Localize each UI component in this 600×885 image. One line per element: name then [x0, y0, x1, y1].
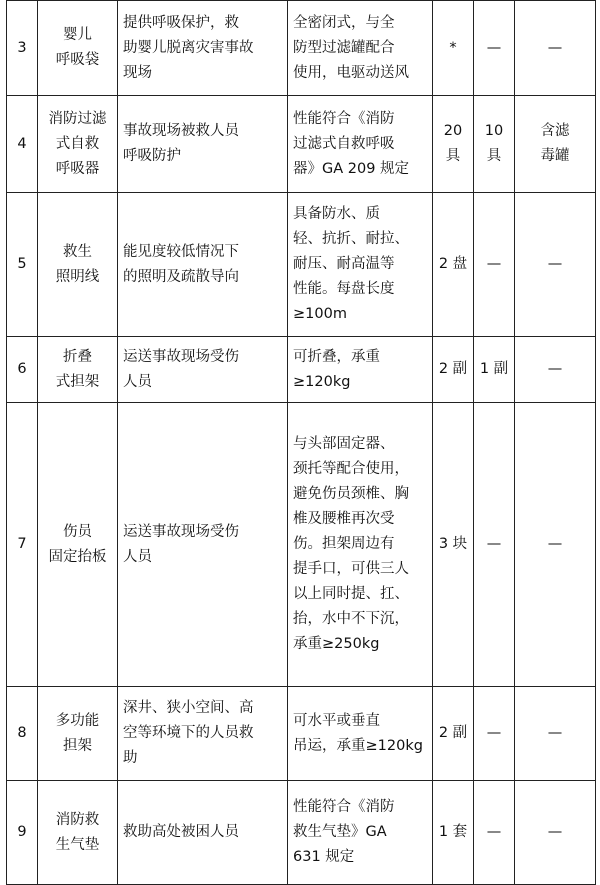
equipment-name-cell: [38, 337, 118, 403]
remark-cell: [515, 781, 596, 885]
performance-cell-line: 使用，电驱动送风: [293, 64, 409, 81]
remark-cell: [515, 337, 596, 403]
usage-cell: [118, 337, 288, 403]
usage-cell-line: 深井、狭小空间、高: [123, 700, 254, 716]
remark-cell: [515, 193, 596, 337]
table-body: [7, 1, 596, 885]
performance-cell-line: 抬，水中不下沉，: [293, 611, 409, 627]
equipment-name-cell: [38, 193, 118, 337]
usage-cell-line: 呼吸防护: [123, 148, 181, 164]
usage-cell-line: 运送事故现场受伤: [123, 348, 239, 365]
performance-cell-line: 救生气垫》GA: [293, 824, 387, 840]
row-number-cell: 7: [7, 403, 38, 687]
row-number-cell: 8: [7, 687, 38, 781]
usage-cell: [118, 96, 288, 193]
performance-cell-line: 以上同时提、扛、: [293, 586, 409, 602]
equipment-name-cell-line: 折叠: [63, 348, 92, 365]
equipment-name-cell-line: 消防过滤: [48, 110, 107, 127]
reserve-cell: —: [474, 403, 515, 687]
usage-cell-line: 人员: [123, 373, 152, 390]
equipment-name-cell-line: 照明线: [55, 268, 100, 285]
usage-cell: [118, 781, 288, 885]
remark-cell-line: —: [547, 536, 563, 552]
usage-cell-line: 空等环境下的人员救: [123, 725, 254, 741]
remark-cell-line: 毒罐: [540, 148, 570, 164]
quantity-cell: 3 块: [433, 403, 474, 687]
equipment-name-cell: [38, 403, 118, 687]
performance-cell-line: 提手口，可供三人: [293, 561, 409, 577]
equipment-name-cell: [38, 1, 118, 96]
reserve-cell: —: [474, 193, 515, 337]
equipment-name-cell-line: 式自救: [55, 135, 100, 152]
quantity-cell: 2 盘: [433, 193, 474, 337]
performance-cell-line: 伤。担架周边有: [293, 536, 395, 552]
remark-cell-line: —: [547, 361, 563, 377]
performance-cell-line: 性能符合《消防: [293, 110, 395, 127]
usage-cell-line: 事故现场被救人员: [123, 123, 239, 139]
performance-cell: [288, 337, 433, 403]
equipment-name-cell-line: 呼吸器: [55, 160, 100, 177]
equipment-name-cell: [38, 781, 118, 885]
usage-cell-line: 提供呼吸保护，救: [123, 14, 239, 31]
performance-cell: [288, 1, 433, 96]
remark-cell-line: —: [547, 256, 563, 272]
performance-cell-line: 性能符合《消防: [293, 799, 395, 815]
usage-cell: [118, 403, 288, 687]
usage-cell-line: 能见度较低情况下: [123, 243, 239, 260]
usage-cell: [118, 193, 288, 337]
row-number-cell: 5: [7, 193, 38, 337]
equipment-name-cell-line: 式担架: [55, 373, 100, 390]
usage-cell-line: 的照明及疏散导向: [123, 268, 239, 285]
quantity-cell: 1 套: [433, 781, 474, 885]
row-number-cell: 3: [7, 1, 38, 96]
reserve-cell: —: [474, 1, 515, 96]
quantity-cell: *: [433, 1, 474, 96]
equipment-name-cell-line: 伤员: [63, 523, 92, 540]
table-row: [7, 403, 596, 687]
performance-cell-line: 椎及腰椎再次受: [293, 511, 395, 527]
performance-cell-line: 器》GA 209 规定: [293, 160, 410, 177]
performance-cell: [288, 96, 433, 193]
performance-cell-line: 颈托等配合使用，: [293, 461, 409, 477]
remark-cell-line: —: [547, 824, 563, 840]
performance-cell-line: 性能。每盘长度: [293, 281, 395, 297]
performance-cell-line: ≥100m: [293, 306, 347, 322]
reserve-cell: 10 具: [474, 96, 515, 193]
performance-cell-line: 631 规定: [293, 849, 355, 865]
table-row: [7, 337, 596, 403]
row-number-cell: 6: [7, 337, 38, 403]
performance-cell: [288, 781, 433, 885]
usage-cell-line: 救助高处被困人员: [123, 824, 239, 840]
table-row: [7, 781, 596, 885]
table-row: [7, 687, 596, 781]
table-row: [7, 96, 596, 193]
usage-cell-line: 运送事故现场受伤: [123, 523, 239, 540]
remark-cell: [515, 403, 596, 687]
remark-cell-line: 含滤: [540, 123, 570, 139]
performance-cell-line: 与头部固定器、: [293, 436, 395, 452]
performance-cell-line: 全密闭式，与全: [293, 14, 395, 31]
row-number-cell: 9: [7, 781, 38, 885]
usage-cell-line: 助婴儿脱离灾害事故: [123, 39, 254, 56]
equipment-name-cell-line: 生气垫: [55, 836, 100, 853]
reserve-cell: —: [474, 781, 515, 885]
quantity-cell: 2 副: [433, 337, 474, 403]
equipment-name-cell-line: 多功能: [55, 712, 100, 729]
performance-cell-line: 轻、抗折、耐拉、: [293, 231, 409, 247]
reserve-cell: —: [474, 687, 515, 781]
performance-cell-line: 具备防水、质: [293, 206, 380, 222]
equipment-name-cell-line: 呼吸袋: [55, 52, 100, 68]
reserve-cell: 1 副: [474, 337, 515, 403]
equipment-table: [6, 0, 596, 885]
performance-cell-line: 防型过滤罐配合: [293, 39, 395, 56]
table-row: [7, 193, 596, 337]
equipment-name-cell: [38, 96, 118, 193]
equipment-name-cell-line: 救生: [63, 243, 92, 260]
usage-cell-line: 助: [123, 750, 138, 766]
equipment-name-cell-line: 婴儿: [63, 27, 92, 43]
performance-cell-line: ≥120kg: [293, 373, 351, 390]
usage-cell: [118, 687, 288, 781]
performance-cell-line: 吊运，承重≥120kg: [293, 737, 423, 754]
row-number-cell: 4: [7, 96, 38, 193]
performance-cell: [288, 403, 433, 687]
remark-cell: [515, 687, 596, 781]
performance-cell-line: 过滤式自救呼吸: [293, 135, 395, 152]
usage-cell: [118, 1, 288, 96]
equipment-name-cell-line: 担架: [63, 737, 92, 754]
performance-cell-line: 可水平或垂直: [293, 712, 380, 729]
usage-cell-line: 现场: [123, 64, 152, 81]
performance-cell-line: 可折叠，承重: [293, 348, 380, 365]
remark-cell-line: —: [547, 39, 563, 56]
usage-cell-line: 人员: [123, 548, 152, 565]
performance-cell-line: 耐压、耐高温等: [293, 256, 395, 272]
performance-cell: [288, 193, 433, 337]
remark-cell: [515, 96, 596, 193]
equipment-name-cell-line: 固定抬板: [48, 548, 107, 565]
remark-cell: [515, 1, 596, 96]
performance-cell-line: 承重≥250kg: [293, 636, 380, 652]
table-row: [7, 1, 596, 96]
equipment-name-cell: [38, 687, 118, 781]
quantity-cell: 2 副: [433, 687, 474, 781]
performance-cell-line: 避免伤员颈椎、胸: [293, 486, 409, 502]
quantity-cell: 20 具: [433, 96, 474, 193]
remark-cell-line: —: [547, 725, 563, 741]
equipment-name-cell-line: 消防救: [55, 811, 100, 828]
performance-cell: [288, 687, 433, 781]
